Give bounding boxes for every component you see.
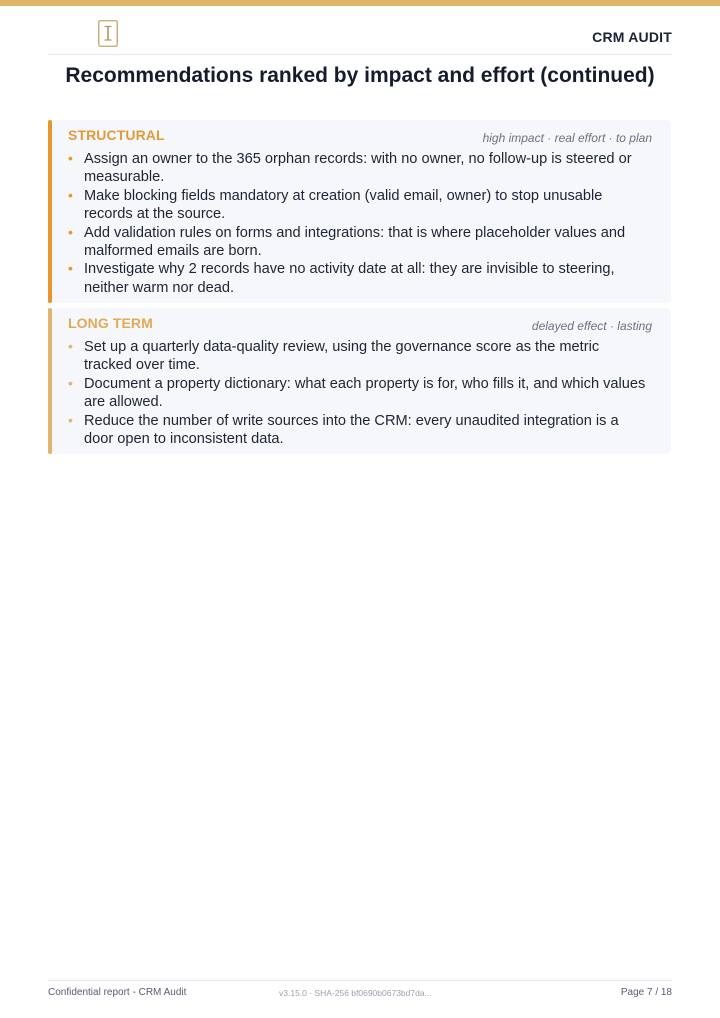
- bullet-icon: •: [68, 338, 73, 354]
- list-item-text: Assign an owner to the 365 orphan records: with no owner, no follow-up is steered or measurable.: [84, 151, 632, 186]
- section-heading: LONG TERM: [68, 315, 153, 331]
- section-note: high impact · real effort · to plan: [482, 131, 652, 145]
- list-item: [67, 224, 647, 261]
- footer-page-number: Page 7 / 18: [620, 987, 672, 998]
- list-item-text: Reduce the number of write sources into the CRM: every unaudited integration is a door open to inconsistent data.: [84, 412, 619, 448]
- list-item: [67, 150, 647, 187]
- pillar-logo-icon: [98, 20, 118, 47]
- bullet-icon: •: [68, 260, 73, 277]
- section-note: delayed effect · lasting: [531, 319, 652, 333]
- footer-version-hash: v3.15.0 · SHA-256 bf0690b0673bd7da...: [279, 988, 432, 998]
- list-item: [67, 338, 647, 375]
- list-item: [67, 187, 647, 224]
- footer-confidential-label: Confidential report - CRM Audit: [48, 987, 187, 998]
- list-item: [67, 375, 647, 412]
- list-item-text: Investigate why 2 records have no activity date at all: they are invisible to steering, neither warm nor dead.: [84, 261, 615, 296]
- bullet-icon: •: [68, 186, 73, 203]
- page-footer: [48, 980, 672, 1005]
- section-long-term: [48, 308, 671, 454]
- bullet-icon: •: [68, 411, 73, 428]
- list-item: [67, 260, 647, 297]
- list-item-text: Add validation rules on forms and integrations: that is where placeholder values and malformed emails are born.: [84, 224, 626, 260]
- page-title: Recommendations ranked by impact and effort (continued): [65, 64, 655, 87]
- recommendation-list: [67, 150, 647, 297]
- section-heading: STRUCTURAL: [68, 127, 165, 143]
- bullet-icon: •: [68, 150, 73, 166]
- list-item: [67, 412, 647, 449]
- section-accent-bar: [48, 308, 52, 454]
- section-structural: [48, 120, 671, 303]
- bullet-icon: •: [68, 223, 73, 240]
- bullet-icon: •: [68, 374, 73, 391]
- list-item-text: Document a property dictionary: what each property is for, who fills it, and which values are allowed.: [84, 375, 646, 411]
- top-accent-bar: [0, 0, 720, 6]
- section-accent-bar: [48, 120, 52, 303]
- list-item-text: Set up a quarterly data-quality review, using the governance score as the metric tracked over time.: [84, 339, 600, 374]
- recommendation-list: [67, 338, 647, 448]
- header-title: CRM AUDIT: [592, 29, 672, 45]
- page-header: [48, 16, 672, 55]
- list-item-text: Make blocking fields mandatory at creation (valid email, owner) to stop unusable records at the source.: [84, 187, 603, 223]
